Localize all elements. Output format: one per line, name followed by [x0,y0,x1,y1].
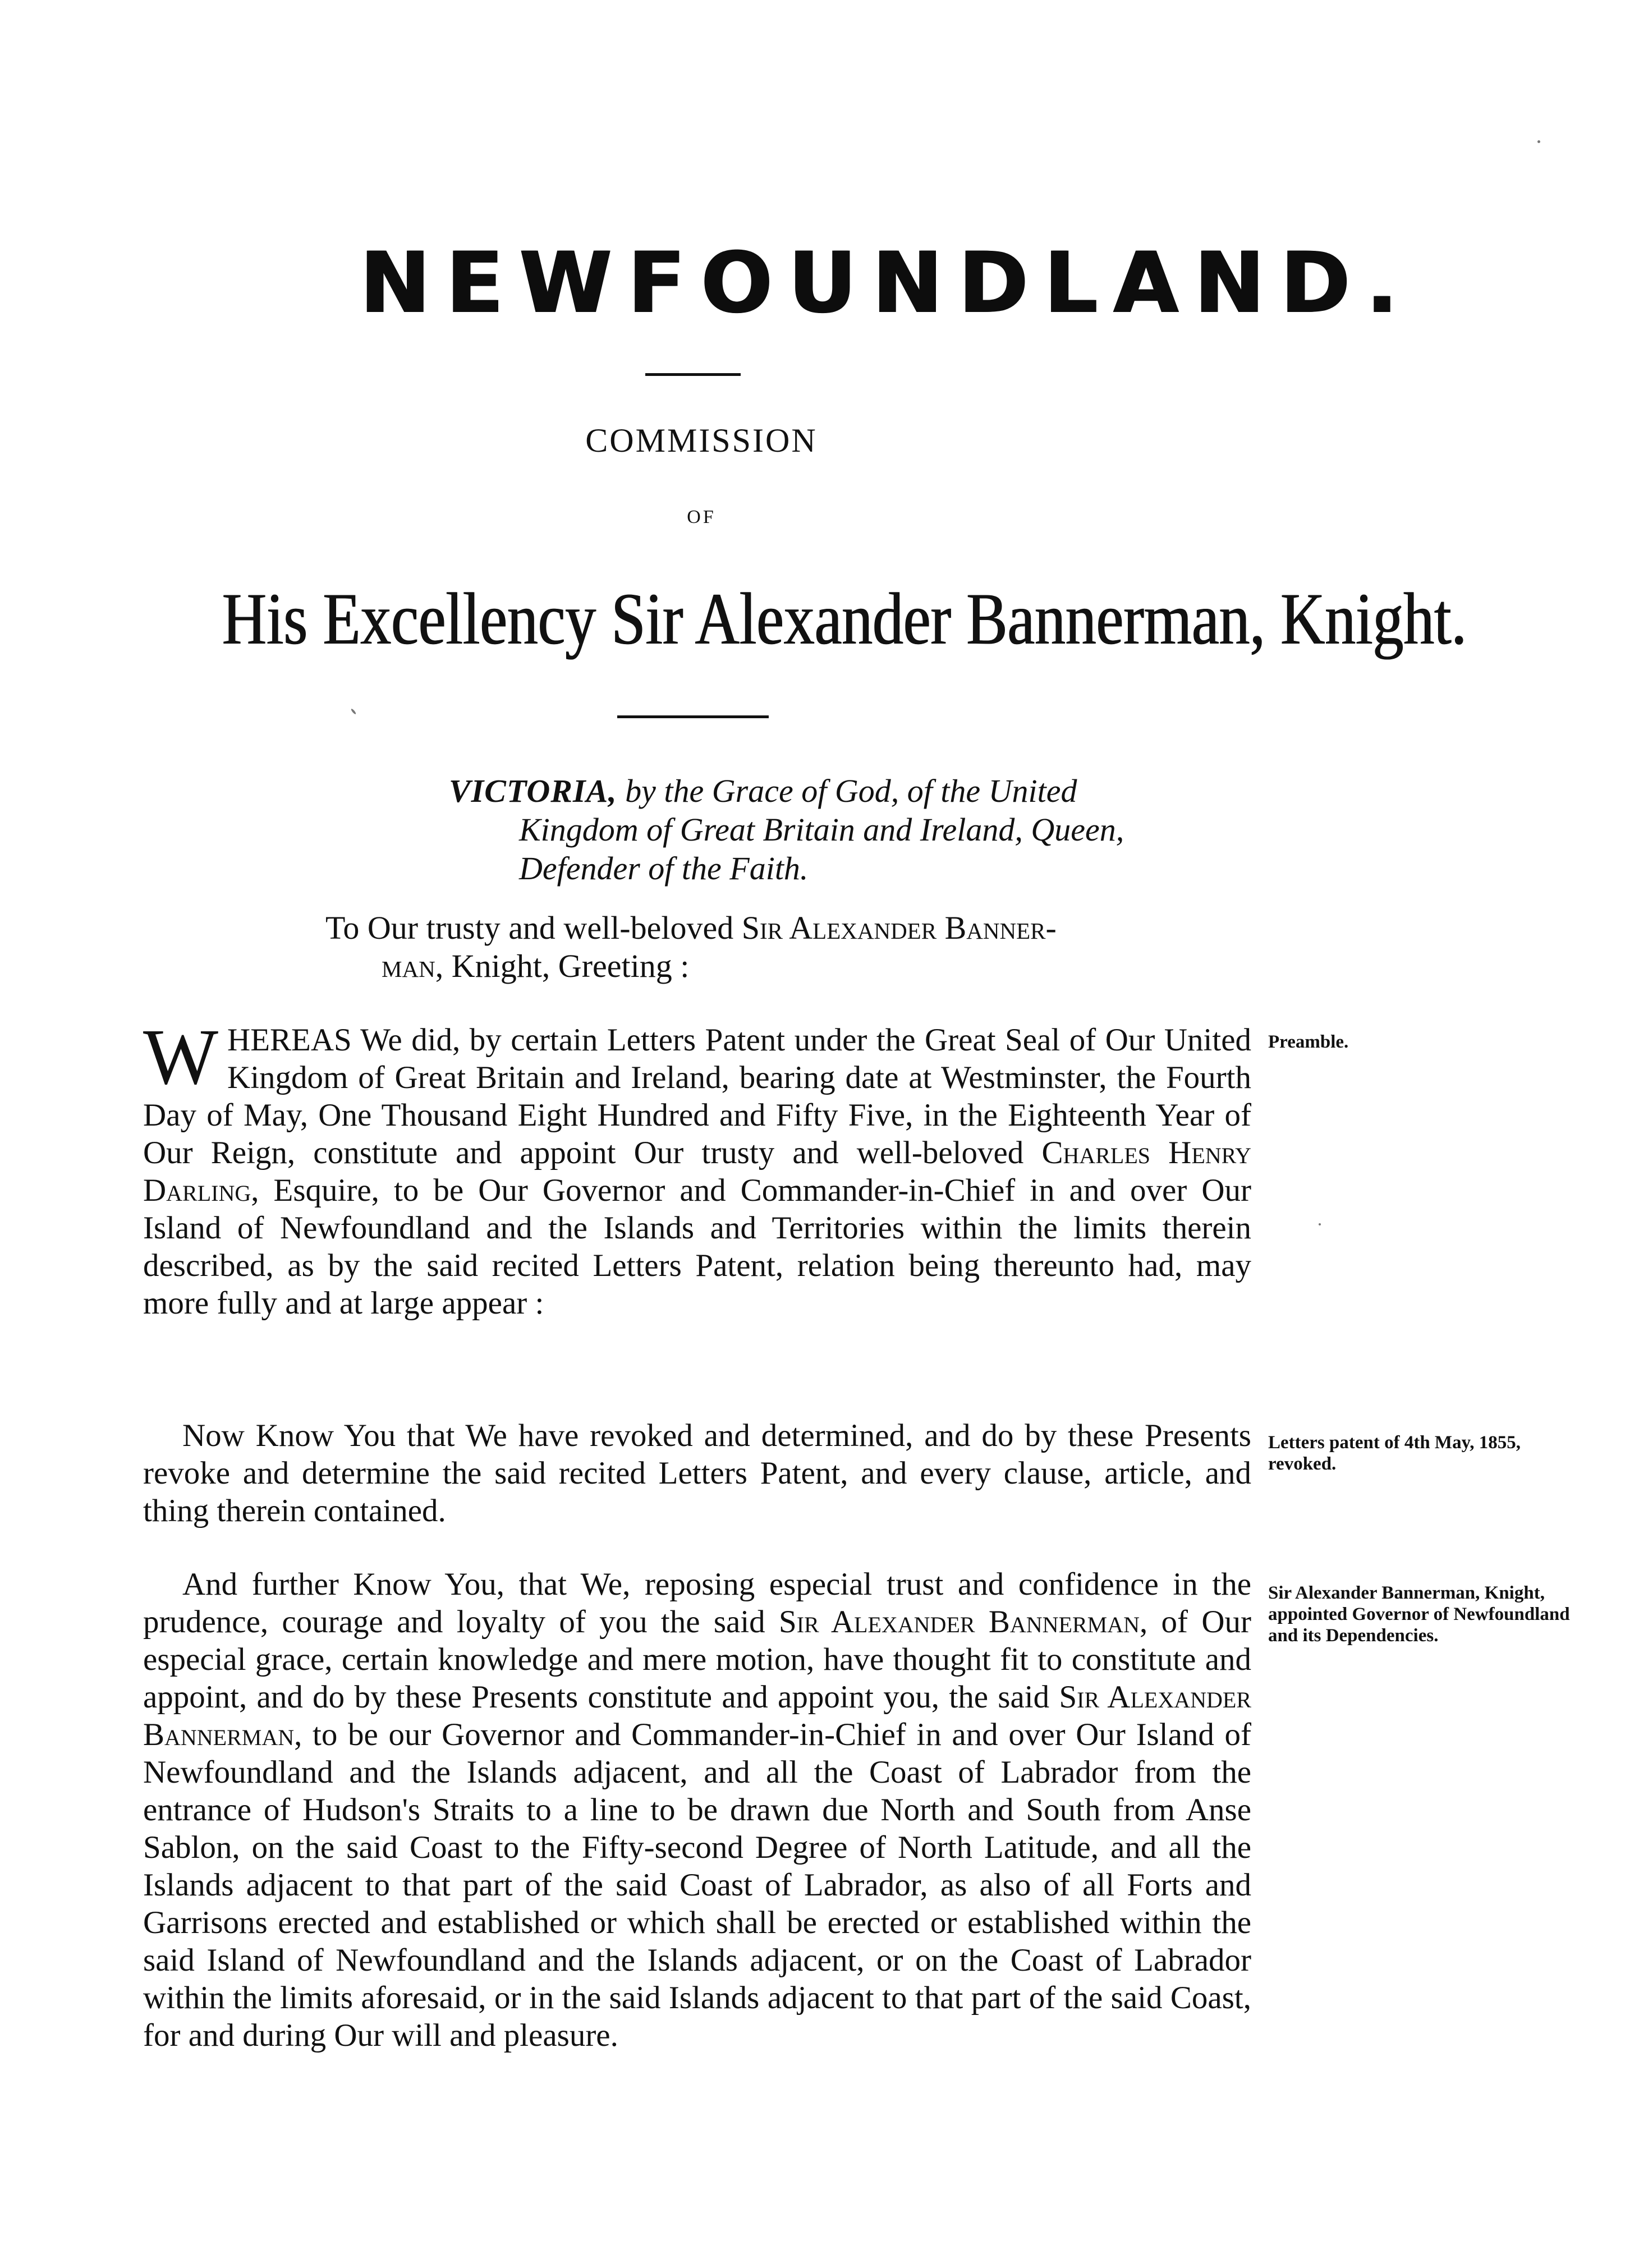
margin-note-revoked: Letters patent of 4th May, 1855, revoked. [1268,1433,1521,1474]
person-name: Charles Henry Darling [143,1135,1251,1208]
paragraph-appointment [143,1565,1251,2054]
margin-note-preamble: Preamble. [1268,1032,1349,1052]
victoria-name: VICTORIA, [449,773,617,809]
margin-note-appointed: Sir Alexander Bannerman, Knight, appointed Governor of Newfoundland and its Dependencies. [1268,1583,1570,1646]
print-speck [351,708,357,715]
drop-cap: W [143,1012,219,1101]
paragraph-text: HEREAS We did, by certain Letters Patent under the Great Seal of Our United Kingdom of Great Britain and Ireland, bearing date at Westminster, the Fourth Day of May, One Thousand Eight Hundred and Fifty Five, in the Eighteenth Year of Our Reign, constitute and appoint Our trusty and well-beloved [143,1022,1251,1170]
style-line-2: Kingdom of Great Britain and Ireland, Queen, [519,811,1124,848]
style-line-3: Defender of the Faith. [519,850,809,887]
commission-heading: COMMISSION [585,422,818,459]
divider-rule [617,715,769,718]
print-speck [1537,140,1540,143]
paragraph-whereas [143,1012,1251,1322]
divider-rule [645,373,741,376]
address-text: To Our trusty and well-beloved [325,910,742,946]
paragraph-text: Now Know You that We have revoked and determined, and do by these Presents revoke and determine the said recited Letters Patent, and every clause, article, and thing therein contained. [143,1418,1251,1528]
person-name: Sir Alexander Bannerman [143,1679,1251,1752]
addressee-name: Sir Alexander Banner- [741,910,1057,946]
address-greeting: , Knight, Greeting : [435,948,690,984]
person-name: Sir Alexander Bannerman [779,1604,1140,1640]
paragraph-text: , of Our especial grace, certain knowledge and mere motion, have thought fit to constitute and appoint, and do by these Presents constitute and appoint you, the said [143,1604,1251,1715]
paragraph-revocation [143,1417,1251,1530]
addressee-name-cont: man [382,948,435,984]
address-block [325,909,1257,985]
masthead-title: NEWFOUNDLAND. [359,235,1413,332]
print-speck [1319,1223,1321,1225]
paragraph-text: And further Know You, that We, reposing especial trust and confidence in the prudence, courage and loyalty of you the said [143,1567,1251,1640]
page-title: His Excellency Sir Alexander Bannerman, Knight. [222,577,1467,660]
royal-style-block [449,772,1257,888]
of-heading: OF [687,507,716,527]
paragraph-text: , Esquire, to be Our Governor and Commander-in-Chief in and over Our Island of Newfoundland and the Islands and Territories within the limits therein described, as by the said recited Letters Patent, relation being thereunto had, may more fully and at large appear : [143,1173,1251,1321]
style-line-1: by the Grace of God, of the United [617,773,1077,809]
paragraph-text: , to be our Governor and Commander-in-Chief in and over Our Island of Newfoundland and the Islands adjacent, and all the Coast of Labrador from the entrance of Hudson's Straits to a line to be drawn due North and South from Anse Sablon, on the said Coast to the Fifty-second Degree of North Latitude, and all the Islands adjacent to that part of the said Coast of Labrador, as also of all Forts and Garrisons erected and established or which shall be erected or established within the said Island of Newfoundland and the Islands adjacent, or on the Coast of Labrador within the limits aforesaid, or in the said Islands adjacent to that part of the said Coast, for and during Our will and pleasure. [143,1717,1251,2053]
